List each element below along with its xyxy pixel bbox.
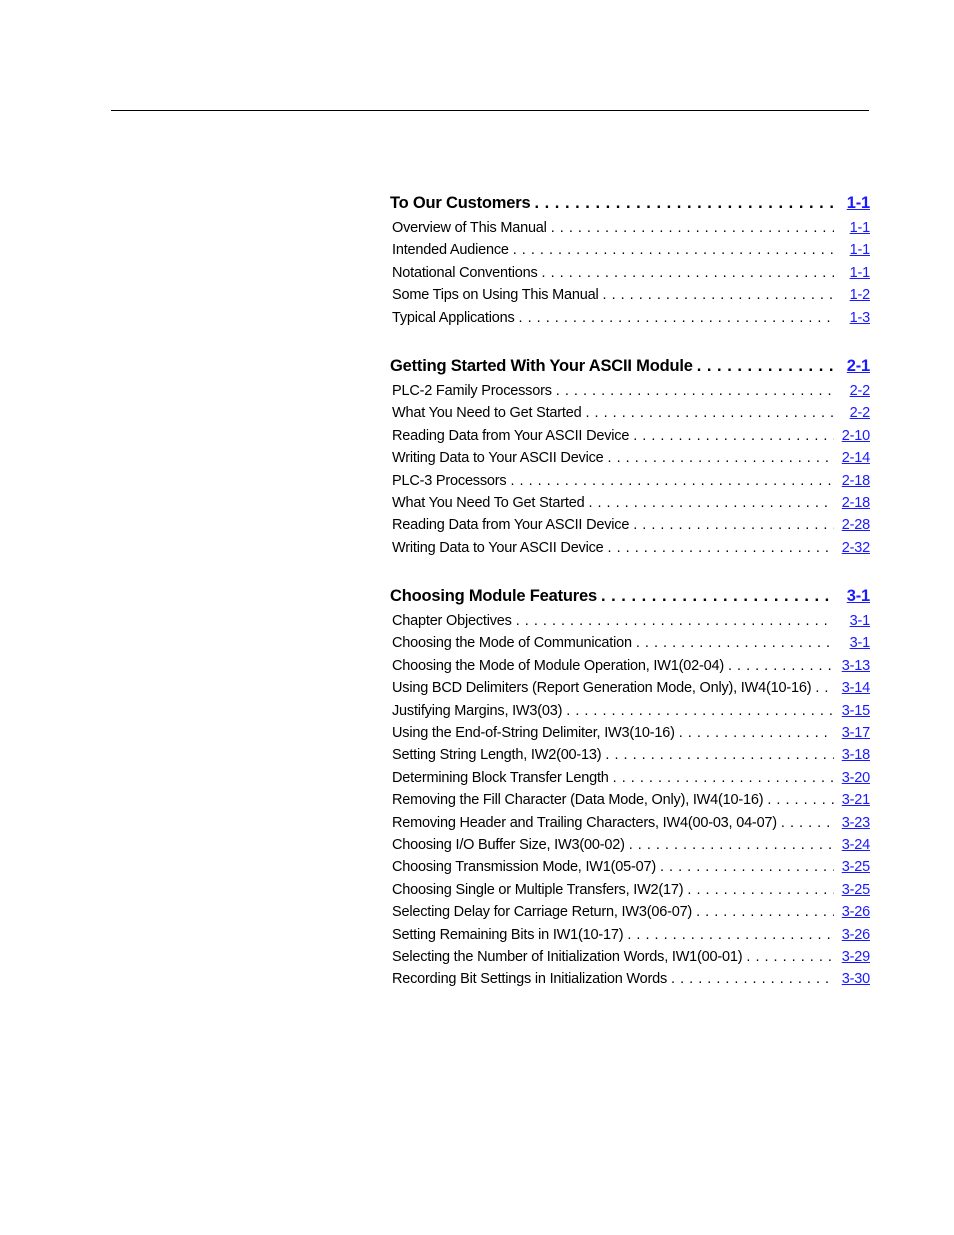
toc-entry[interactable] (390, 946, 870, 968)
dot-leader (513, 239, 834, 261)
entry-label: Choosing the Mode of Communication (392, 635, 632, 652)
section-title: Choosing Module Features (390, 587, 597, 606)
page-link[interactable]: 2-10 (841, 427, 870, 444)
dot-leader (633, 425, 834, 447)
dot-leader (781, 812, 834, 834)
entry-label: Writing Data to Your ASCII Device (392, 450, 604, 467)
toc-entry[interactable] (390, 514, 870, 536)
dot-leader (613, 767, 834, 789)
entry-label: Reading Data from Your ASCII Device (392, 427, 630, 444)
dot-leader (767, 789, 834, 811)
entry-label: Choosing I/O Buffer Size, IW3(00-02) (392, 836, 625, 853)
entry-label: Using BCD Delimiters (Report Generation Mode, Only), IW4(10-16) (392, 680, 812, 697)
dot-leader (556, 380, 834, 402)
entry-label: Setting String Length, IW2(00-13) (392, 747, 602, 764)
page-link[interactable]: 3-18 (841, 747, 870, 764)
entry-label: Removing the Fill Character (Data Mode, Only), IW4(10-16) (392, 792, 764, 809)
page-link[interactable]: 3-1 (846, 587, 870, 606)
toc-entry[interactable] (390, 632, 870, 654)
toc-entry[interactable] (390, 217, 870, 239)
section-heading[interactable] (390, 582, 870, 610)
toc-entry[interactable] (390, 307, 870, 329)
toc-entry[interactable] (390, 239, 870, 261)
toc-entry[interactable] (390, 700, 870, 722)
page-link[interactable]: 3-21 (841, 792, 870, 809)
page-link[interactable]: 3-26 (841, 904, 870, 921)
page-link[interactable]: 2-18 (841, 494, 870, 511)
dot-leader (728, 655, 834, 677)
toc-entry[interactable] (390, 677, 870, 699)
entry-label: Selecting the Number of Initialization Words, IW1(00-01) (392, 948, 743, 965)
toc-entry[interactable] (390, 470, 870, 492)
entry-label: Justifying Margins, IW3(03) (392, 702, 563, 719)
dot-leader (608, 537, 834, 559)
dot-leader (534, 189, 834, 217)
toc-entry[interactable] (390, 425, 870, 447)
dot-leader (636, 632, 834, 654)
page-link[interactable]: 2-1 (846, 356, 870, 375)
page-link[interactable]: 3-25 (841, 881, 870, 898)
section-heading[interactable] (390, 189, 870, 217)
toc-entry[interactable] (390, 834, 870, 856)
page-link[interactable]: 3-15 (841, 702, 870, 719)
table-of-contents (390, 189, 870, 1014)
page-link[interactable]: 1-1 (849, 242, 870, 259)
dot-leader (660, 856, 834, 878)
page-link[interactable]: 3-24 (841, 836, 870, 853)
toc-entry[interactable] (390, 655, 870, 677)
dot-leader (633, 514, 834, 536)
entry-label: Reading Data from Your ASCII Device (392, 517, 630, 534)
entry-label: Removing Header and Trailing Characters, IW4(00-03, 04-07) (392, 814, 777, 831)
entry-label: Using the End-of-String Delimiter, IW3(10-16) (392, 725, 675, 742)
entry-label: Recording Bit Settings in Initialization Words (392, 971, 668, 988)
entry-label: Some Tips on Using This Manual (392, 287, 599, 304)
dot-leader (566, 700, 834, 722)
page-link[interactable]: 1-2 (849, 287, 870, 304)
entry-label: What You Need to Get Started (392, 405, 582, 422)
page-link[interactable]: 3-14 (841, 680, 870, 697)
page-link[interactable]: 3-1 (849, 635, 870, 652)
toc-entry[interactable] (390, 789, 870, 811)
entry-label: PLC-2 Family Processors (392, 382, 552, 399)
entry-label: Determining Block Transfer Length (392, 769, 609, 786)
page-link[interactable]: 3-29 (841, 948, 870, 965)
toc-entry[interactable] (390, 492, 870, 514)
toc-entry[interactable] (390, 856, 870, 878)
entry-label: Selecting Delay for Carriage Return, IW3(06-07) (392, 904, 693, 921)
entry-label: Typical Applications (392, 309, 515, 326)
dot-leader (510, 470, 834, 492)
toc-entry[interactable] (390, 380, 870, 402)
dot-leader (746, 946, 834, 968)
page-link[interactable]: 2-32 (841, 539, 870, 556)
dot-leader (696, 901, 834, 923)
page-link[interactable]: 3-30 (841, 971, 870, 988)
dot-leader (519, 307, 834, 329)
toc-entry[interactable] (390, 968, 870, 990)
toc-entry[interactable] (390, 262, 870, 284)
entry-label: Chapter Objectives (392, 613, 512, 630)
page-link[interactable]: 3-23 (841, 814, 870, 831)
page-link[interactable]: 2-18 (841, 472, 870, 489)
dot-leader (551, 217, 834, 239)
entry-label: What You Need To Get Started (392, 494, 585, 511)
dot-leader (671, 968, 834, 990)
toc-entry[interactable] (390, 284, 870, 306)
page-link[interactable]: 2-2 (849, 405, 870, 422)
dot-leader (629, 834, 834, 856)
page-link[interactable]: 3-26 (841, 926, 870, 943)
dot-leader (603, 284, 834, 306)
page-link[interactable]: 3-17 (841, 725, 870, 742)
page-link[interactable]: 2-28 (841, 517, 870, 534)
section-title: To Our Customers (390, 194, 531, 212)
page-link[interactable]: 3-1 (849, 613, 870, 630)
top-rule (111, 110, 869, 111)
section-heading[interactable] (390, 352, 870, 380)
dot-leader (542, 262, 834, 284)
entry-label: Notational Conventions (392, 264, 538, 281)
page-link[interactable]: 1-3 (849, 309, 870, 326)
dot-leader (687, 879, 834, 901)
toc-entry[interactable] (390, 744, 870, 766)
dot-leader (601, 582, 834, 610)
entry-label: Writing Data to Your ASCII Device (392, 539, 604, 556)
toc-section-3 (390, 582, 870, 991)
toc-section-2 (390, 352, 870, 559)
entry-label: Intended Audience (392, 242, 509, 259)
entry-label: Setting Remaining Bits in IW1(10-17) (392, 926, 624, 943)
entry-label: Choosing Single or Multiple Transfers, IW2(17) (392, 881, 684, 898)
dot-leader (585, 402, 834, 424)
page-link[interactable]: 3-25 (841, 859, 870, 876)
dot-leader (815, 677, 834, 699)
dot-leader (516, 610, 834, 632)
dot-leader (697, 352, 834, 380)
toc-entry[interactable] (390, 610, 870, 632)
toc-entry[interactable] (390, 767, 870, 789)
page-link[interactable]: 3-13 (841, 657, 870, 674)
page-link[interactable]: 2-14 (841, 450, 870, 467)
page-link[interactable]: 1-1 (846, 194, 870, 212)
toc-section-1 (390, 189, 870, 329)
page-link[interactable]: 1-1 (849, 220, 870, 236)
page-link[interactable]: 3-20 (841, 769, 870, 786)
dot-leader (608, 447, 834, 469)
dot-leader (679, 722, 834, 744)
toc-entry[interactable] (390, 402, 870, 424)
toc-entry[interactable] (390, 901, 870, 923)
entry-label: PLC-3 Processors (392, 472, 507, 489)
dot-leader (627, 924, 834, 946)
toc-entry[interactable] (390, 879, 870, 901)
toc-entry[interactable] (390, 447, 870, 469)
toc-entry[interactable] (390, 924, 870, 946)
entry-label: Overview of This Manual (392, 220, 547, 236)
page-link[interactable]: 2-2 (849, 382, 870, 399)
toc-entry[interactable] (390, 812, 870, 834)
entry-label: Choosing Transmission Mode, IW1(05-07) (392, 859, 656, 876)
section-title: Getting Started With Your ASCII Module (390, 356, 693, 375)
entry-label: Choosing the Mode of Module Operation, IW1(02-04) (392, 657, 724, 674)
dot-leader (605, 744, 834, 766)
page-link[interactable]: 1-1 (849, 264, 870, 281)
toc-entry[interactable] (390, 537, 870, 559)
dot-leader (588, 492, 834, 514)
toc-entry[interactable] (390, 722, 870, 744)
